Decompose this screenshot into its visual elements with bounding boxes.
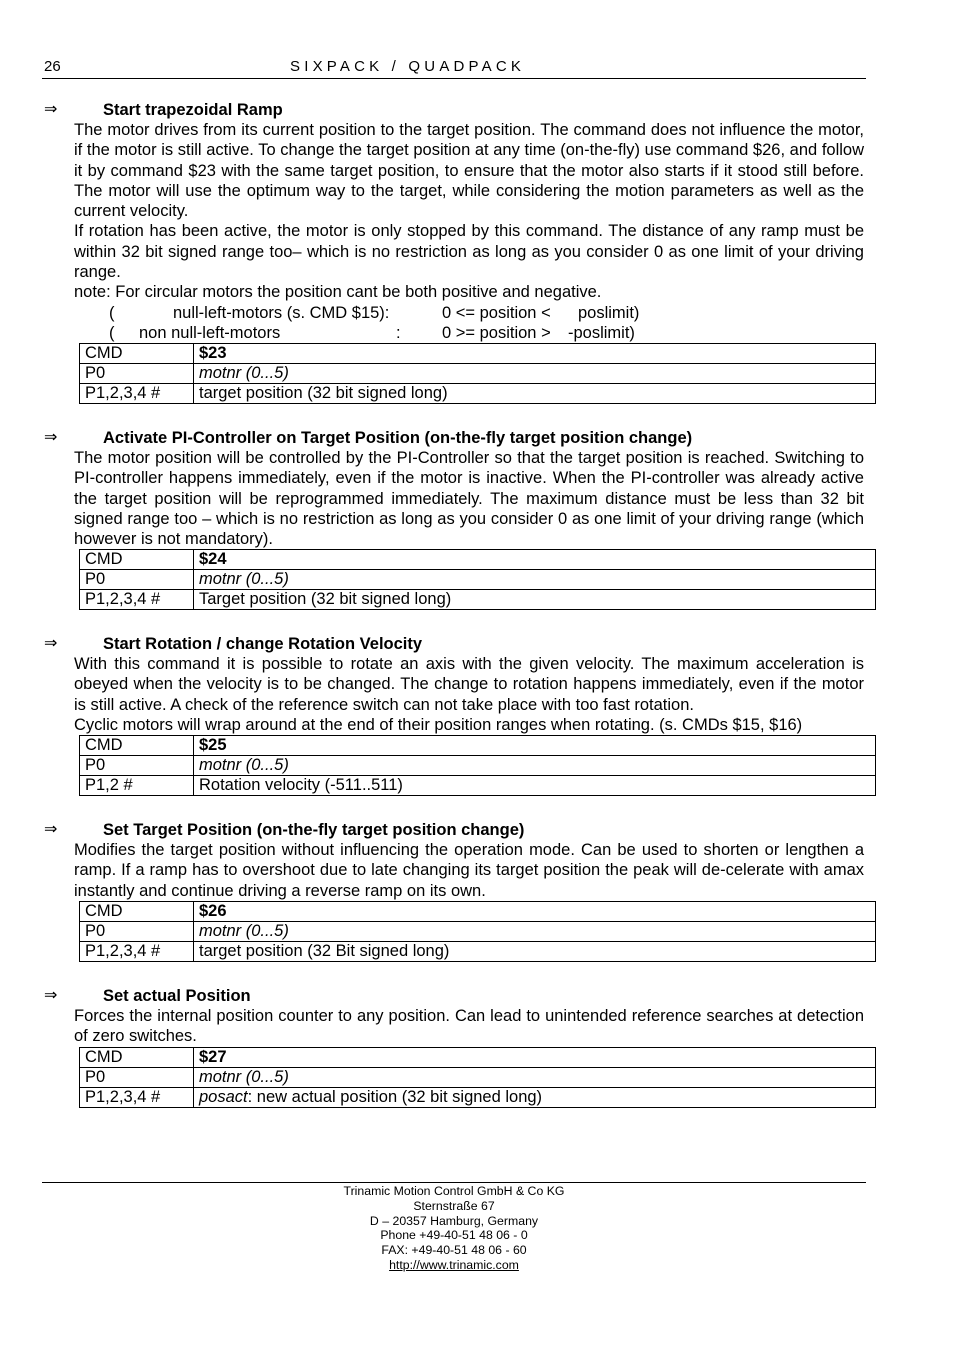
paragraph: With this command it is possible to rotate an axis with the given velocity. The maximum acceleration is obeyed when the velocity is to be changed. The change to rotation happens immediately, even if the motor is still active. A check of the reference switch can not take place with too fast rotation. (74, 655, 864, 714)
note-limit: -poslimit) (568, 323, 635, 342)
table-row (80, 570, 876, 590)
page-number: 26 (44, 58, 61, 75)
note-motor-type: null-left-motors (s. CMD $15): (173, 303, 390, 322)
command-code: $24 (194, 550, 876, 570)
section-start-trapezoidal-ramp (44, 100, 876, 404)
param-name: P1,2,3,4 # (80, 1087, 194, 1107)
param-name: P0 (80, 756, 194, 776)
footer-company: Trinamic Motion Control GmbH & Co KG (343, 1184, 565, 1198)
note-row (74, 323, 876, 343)
param-name: CMD (80, 901, 194, 921)
param-name: P0 (80, 570, 194, 590)
note-paragraph: note: For circular motors the position cant be both positive and negative. (74, 283, 602, 302)
table-row (80, 736, 876, 756)
paragraph: Forces the internal position counter to any position. Can lead to unintended reference searches at detection of zero switches. (74, 1007, 864, 1046)
param-name: P0 (80, 364, 194, 384)
arrow-icon: ⇒ (44, 101, 58, 118)
param-name: CMD (80, 550, 194, 570)
header-divider (42, 78, 866, 79)
note-limit: poslimit) (578, 303, 640, 322)
table-row (80, 550, 876, 570)
param-name: P1,2,3,4 # (80, 384, 194, 404)
param-value: motnr (0...5) (194, 921, 876, 941)
section-set-target-position (44, 820, 876, 962)
param-value (194, 1087, 876, 1107)
table-row (80, 590, 876, 610)
paragraph: If rotation has been active, the motor is only stopped by this command. The distance of any ramp must be within 32 bit signed range too– which is no restriction as long as you consider 0 as one limit of your driving range. (74, 222, 864, 282)
footer-phone: Phone +49-40-51 48 06 - 0 (380, 1228, 528, 1243)
param-value: target position (32 Bit signed long) (194, 941, 876, 961)
footer-fax: FAX: +49-40-51 48 06 - 60 (381, 1243, 527, 1258)
table-row (80, 344, 876, 364)
table-row (80, 1087, 876, 1107)
paragraph: Modifies the target position without influencing the operation mode. Can be used to shorten or lengthen a ramp. If a ramp has to overshoot due to late changing its target position the peak will de-celerate with amax instantly and continue driving a reverse ramp on its own. (74, 841, 864, 900)
param-name: CMD (80, 736, 194, 756)
table-row (80, 1047, 876, 1067)
footer-street: Sternstraße 67 (413, 1198, 495, 1213)
table-row (80, 776, 876, 796)
arrow-icon: ⇒ (44, 635, 58, 652)
footer (254, 1184, 654, 1273)
table-row (80, 941, 876, 961)
section-set-actual-position (44, 986, 876, 1108)
note-paren: ( (109, 303, 115, 322)
param-name: P0 (80, 921, 194, 941)
param-name: P0 (80, 1067, 194, 1087)
param-variable: posact (199, 1087, 248, 1106)
command-code: $26 (194, 901, 876, 921)
note-colon: : (396, 323, 401, 342)
paragraph: The motor position will be controlled by the PI-Controller so that the target position is reached. Switching to PI-controller happens immediately, even if the motor is inactive. When the PI-controller was already active the target position will be reprogrammed immediately. The maximum distance must be less than 32 bit signed range too – which is no restriction as long as you consider 0 as one limit of your driving range (which however is not mandatory). (74, 449, 864, 549)
section-title: Set Target Position (on-the-fly target position change) (103, 821, 525, 839)
command-table (79, 549, 876, 610)
arrow-icon: ⇒ (44, 429, 58, 446)
footer-website-link[interactable]: http://www.trinamic.com (389, 1257, 519, 1272)
param-value: motnr (0...5) (194, 1067, 876, 1087)
section-activate-pi-controller (44, 428, 876, 610)
note-condition: 0 <= position < (442, 303, 551, 322)
table-row (80, 384, 876, 404)
arrow-icon: ⇒ (44, 987, 58, 1004)
param-value: target position (32 bit signed long) (194, 384, 876, 404)
section-title: Activate PI-Controller on Target Position (on-the-fly target position change) (103, 429, 693, 447)
section-title: Start trapezoidal Ramp (103, 101, 283, 119)
param-name: CMD (80, 1047, 194, 1067)
command-table (79, 735, 876, 796)
footer-divider (42, 1182, 866, 1183)
paragraph: Cyclic motors will wrap around at the end of their position ranges when rotating. (s. CMDs $15, $16) (74, 715, 803, 734)
section-start-rotation (44, 634, 876, 796)
param-value: Target position (32 bit signed long) (194, 590, 876, 610)
param-name: P1,2,3,4 # (80, 941, 194, 961)
param-name: P1,2 # (80, 776, 194, 796)
param-value: Rotation velocity (-511..511) (194, 776, 876, 796)
note-condition: 0 >= position > (442, 323, 551, 342)
note-row (74, 303, 876, 323)
param-name: CMD (80, 344, 194, 364)
command-table (79, 343, 876, 404)
command-code: $27 (194, 1047, 876, 1067)
footer-city: D – 20357 Hamburg, Germany (369, 1213, 539, 1228)
param-value: motnr (0...5) (194, 570, 876, 590)
table-row (80, 921, 876, 941)
command-code: $25 (194, 736, 876, 756)
table-row (80, 756, 876, 776)
section-title: Set actual Position (103, 987, 251, 1005)
section-title: Start Rotation / change Rotation Velocity (103, 635, 423, 653)
table-row (80, 1067, 876, 1087)
note-paren: ( (109, 323, 115, 342)
document-title: SIXPACK / QUADPACK (290, 58, 526, 75)
command-table (79, 901, 876, 962)
paragraph: The motor drives from its current position to the target position. The command does not influence the motor, if the motor is still active. To change the target position at any time (on-the-fly) use command $26, and follow it by command $23 with the same target position, to ensure that the motor also starts if it stood still before. The motor will use the optimum way to the target, while considering the motion parameters as well as the current velocity. (74, 121, 864, 221)
command-code: $23 (194, 344, 876, 364)
table-row (80, 364, 876, 384)
note-motor-type: non null-left-motors (139, 323, 281, 342)
table-row (80, 901, 876, 921)
param-description: : new actual position (32 bit signed long) (247, 1087, 543, 1106)
param-value: motnr (0...5) (194, 364, 876, 384)
arrow-icon: ⇒ (44, 821, 58, 838)
command-table (79, 1047, 876, 1108)
param-value: motnr (0...5) (194, 756, 876, 776)
param-name: P1,2,3,4 # (80, 590, 194, 610)
